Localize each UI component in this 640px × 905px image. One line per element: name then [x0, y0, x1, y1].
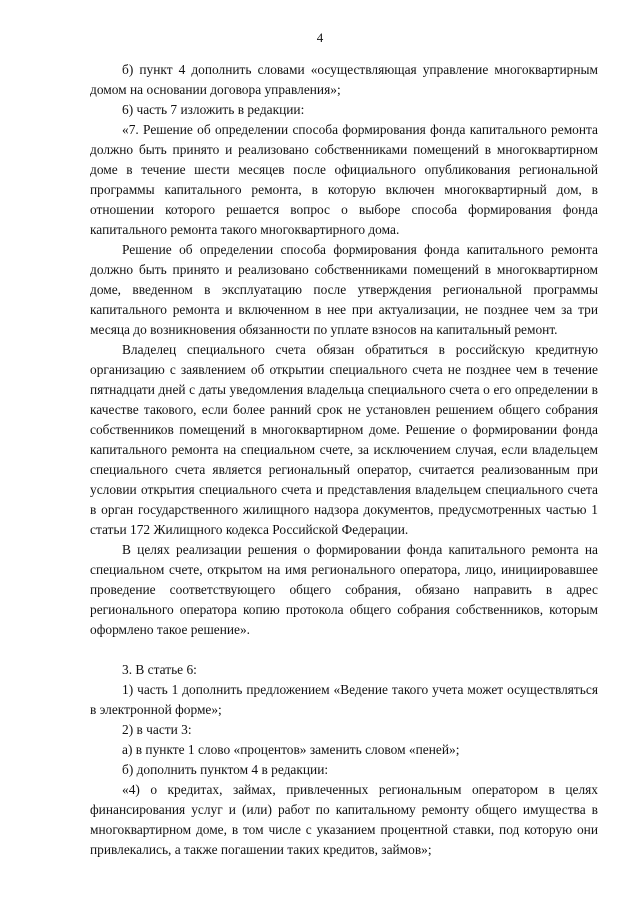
paragraph: 6) часть 7 изложить в редакции: — [122, 102, 305, 117]
paragraph: «7. Решение об определении способа формирования фонда капитального ремонта должно быть принято и реализовано собственниками помещений в многоквартирном доме в течение шести месяцев после официального опубликования региональной программы капитального ремонта, в которую включен многоквартирный дом, в отношении которого решается вопрос о выборе способа формирования фонда капитального ремонта такого многоквартирного дома. — [90, 122, 598, 237]
paragraph: В целях реализации решения о формировании фонда капитального ремонта на специальном счете, открытом на имя регионального оператора, лицо, инициировавшее проведение соответствующего общего собрания, обязано направить в адрес регионального оператора копию протокола общего собрания собственников, которым оформлено такое решение». — [90, 542, 598, 637]
paragraph: а) в пункте 1 слово «процентов» заменить словом «пеней»; — [122, 742, 460, 757]
document-body — [90, 60, 598, 860]
section-heading: 3. В статье 6: — [122, 662, 197, 677]
paragraph: б) пункт 4 дополнить словами «осуществляющая управление многоквартирным домом на основании договора управления»; — [90, 62, 598, 97]
paragraph: Решение об определении способа формирования фонда капитального ремонта должно быть принято и реализовано собственниками помещений в многоквартирном доме, введенном в эксплуатацию после утверждения региональной программы капитального ремонта и включенном в нее при актуализации, не позднее чем за три месяца до возникновения обязанности по уплате взносов на капитальный ремонт. — [90, 242, 598, 337]
paragraph: Владелец специального счета обязан обратиться в российскую кредитную организацию с заявлением об открытии специального счета не позднее чем в течение пятнадцати дней с даты уведомления владельца специального счета о его определении в качестве такового, если более ранний срок не установлен решением общего собрания собственников помещений в многоквартирном доме. Решение о формировании фонда капитального ремонта на специальном счете, за исключением случая, если владельцем специального счета является региональный оператор, считается реализованным при условии открытия специального счета и представления владельцем специального счета в орган государственного жилищного надзора документов, предусмотренных частью 1 статьи 172 Жилищного кодекса Российской Федерации. — [90, 342, 598, 537]
paragraph: 1) часть 1 дополнить предложением «Ведение такого учета может осуществляться в электронной форме»; — [90, 682, 598, 717]
page-number: 4 — [316, 30, 324, 45]
paragraph: 2) в части 3: — [122, 722, 192, 737]
paragraph: б) дополнить пунктом 4 в редакции: — [122, 762, 329, 777]
paragraph: «4) о кредитах, займах, привлеченных региональным оператором в целях финансирования услуг и (или) работ по капитальному ремонту общего имущества в многоквартирном доме, в том числе с указанием процентной ставки, под которую они привлекались, а также погашении таких кредитов, займов»; — [90, 782, 598, 857]
